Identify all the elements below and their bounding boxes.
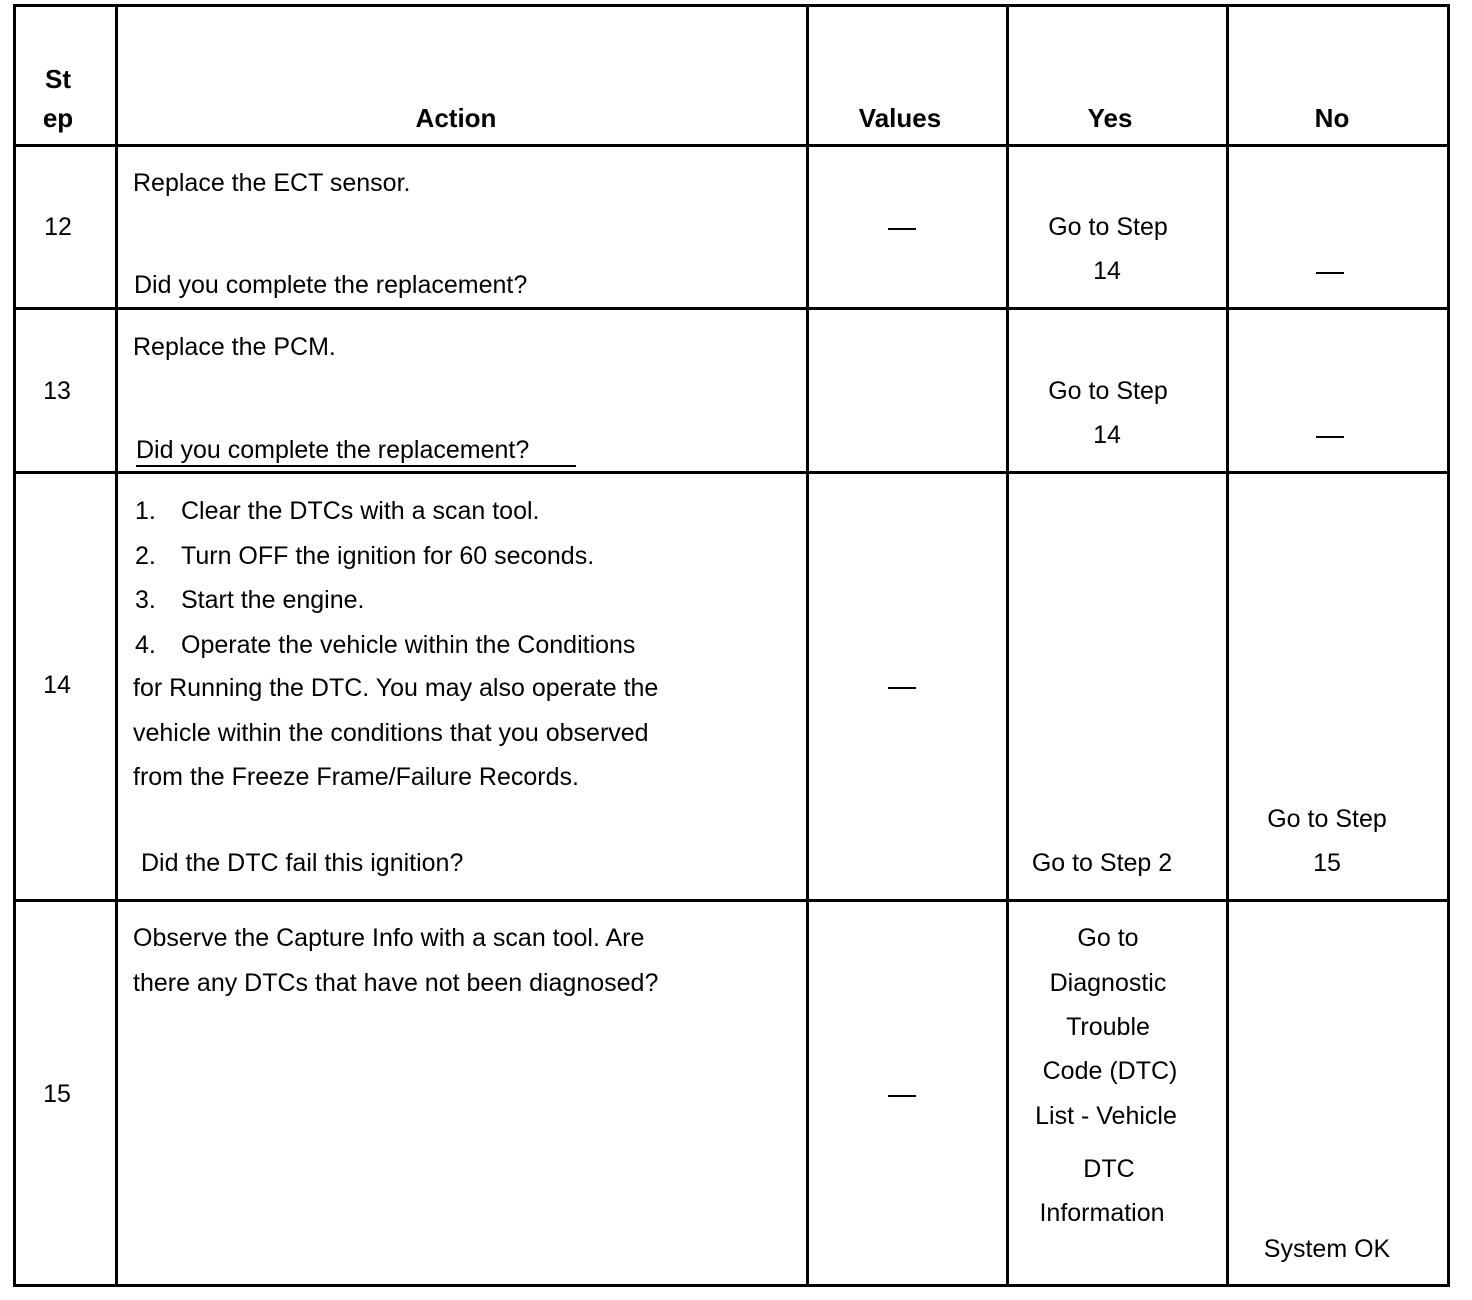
list-item-text: Turn OFF the ignition for 60 seconds. <box>181 541 595 570</box>
list-item <box>135 541 635 586</box>
no-dash <box>1316 272 1344 274</box>
header-no: No <box>1314 103 1350 133</box>
yes-goto-line: List - Vehicle <box>1035 1102 1177 1130</box>
header-values: Values <box>858 103 942 133</box>
question-underline <box>136 465 576 467</box>
table-border-bottom <box>13 1284 1450 1287</box>
yes-goto-line1: Go to Step <box>1048 213 1168 241</box>
action-list <box>135 496 635 674</box>
table-border-left <box>13 4 16 1287</box>
table-row-divider <box>13 307 1450 310</box>
list-item <box>135 496 635 541</box>
action-text: Replace the PCM. <box>133 333 336 361</box>
table-column-divider <box>806 4 809 1287</box>
action-question: Did you complete the replacement? <box>134 271 528 299</box>
table-column-divider <box>1226 4 1229 1287</box>
action-continuation: from the Freeze Frame/Failure Records. <box>133 763 579 791</box>
step-number: 13 <box>43 377 71 405</box>
table-border-top <box>13 4 1450 7</box>
list-item <box>135 585 635 630</box>
values-dash <box>888 687 916 689</box>
list-item-number: 4. <box>135 630 156 659</box>
action-text: there any DTCs that have not been diagnosed? <box>133 969 659 997</box>
yes-goto-line: Go to <box>1077 924 1139 952</box>
table-column-divider <box>1006 4 1009 1287</box>
list-item-text: Clear the DTCs with a scan tool. <box>181 497 540 525</box>
no-goto-line2: 15 <box>1313 849 1341 877</box>
list-item-text: Start the engine. <box>181 586 365 614</box>
action-question: Did the DTC fail this ignition? <box>141 849 464 877</box>
step-number: 12 <box>44 213 72 241</box>
no-result: System OK <box>1263 1235 1391 1263</box>
action-continuation: for Running the DTC. You may also operate the <box>133 674 659 702</box>
table-column-divider <box>115 4 118 1287</box>
yes-goto-line: Diagnostic <box>1049 969 1167 997</box>
values-dash <box>888 1095 916 1097</box>
list-item-number: 2. <box>135 541 156 570</box>
action-question: Did you complete the replacement? <box>136 436 530 464</box>
list-item-number: 3. <box>135 586 156 614</box>
list-item-number: 1. <box>135 497 156 525</box>
action-text: Observe the Capture Info with a scan tool. Are <box>133 924 645 952</box>
list-item-text: Operate the vehicle within the Conditions <box>181 630 636 659</box>
table-border-right <box>1447 4 1450 1287</box>
yes-goto-line: Information <box>1039 1199 1165 1227</box>
action-text: Replace the ECT sensor. <box>133 169 411 197</box>
no-goto-line1: Go to Step <box>1267 805 1387 833</box>
table-row-divider <box>13 471 1450 474</box>
header-step-line2: ep <box>42 103 74 133</box>
values-dash <box>888 228 916 230</box>
no-dash <box>1316 436 1344 438</box>
yes-goto-line: Code (DTC) <box>1042 1057 1178 1085</box>
yes-goto-line1: Go to Step <box>1048 377 1168 405</box>
header-yes: Yes <box>1087 103 1133 133</box>
yes-goto: Go to Step 2 <box>1031 849 1173 877</box>
action-continuation: vehicle within the conditions that you observed <box>133 719 649 747</box>
header-action: Action <box>415 103 497 133</box>
table-row-divider <box>13 144 1450 147</box>
header-step-line1: St <box>45 64 71 94</box>
step-number: 15 <box>43 1080 71 1108</box>
yes-goto-line2: 14 <box>1093 257 1121 285</box>
step-number: 14 <box>43 671 71 699</box>
yes-goto-line: DTC <box>1083 1155 1135 1183</box>
list-item <box>135 630 635 675</box>
yes-goto-line2: 14 <box>1093 421 1121 449</box>
yes-goto-line: Trouble <box>1066 1013 1150 1041</box>
table-row-divider <box>13 899 1450 902</box>
